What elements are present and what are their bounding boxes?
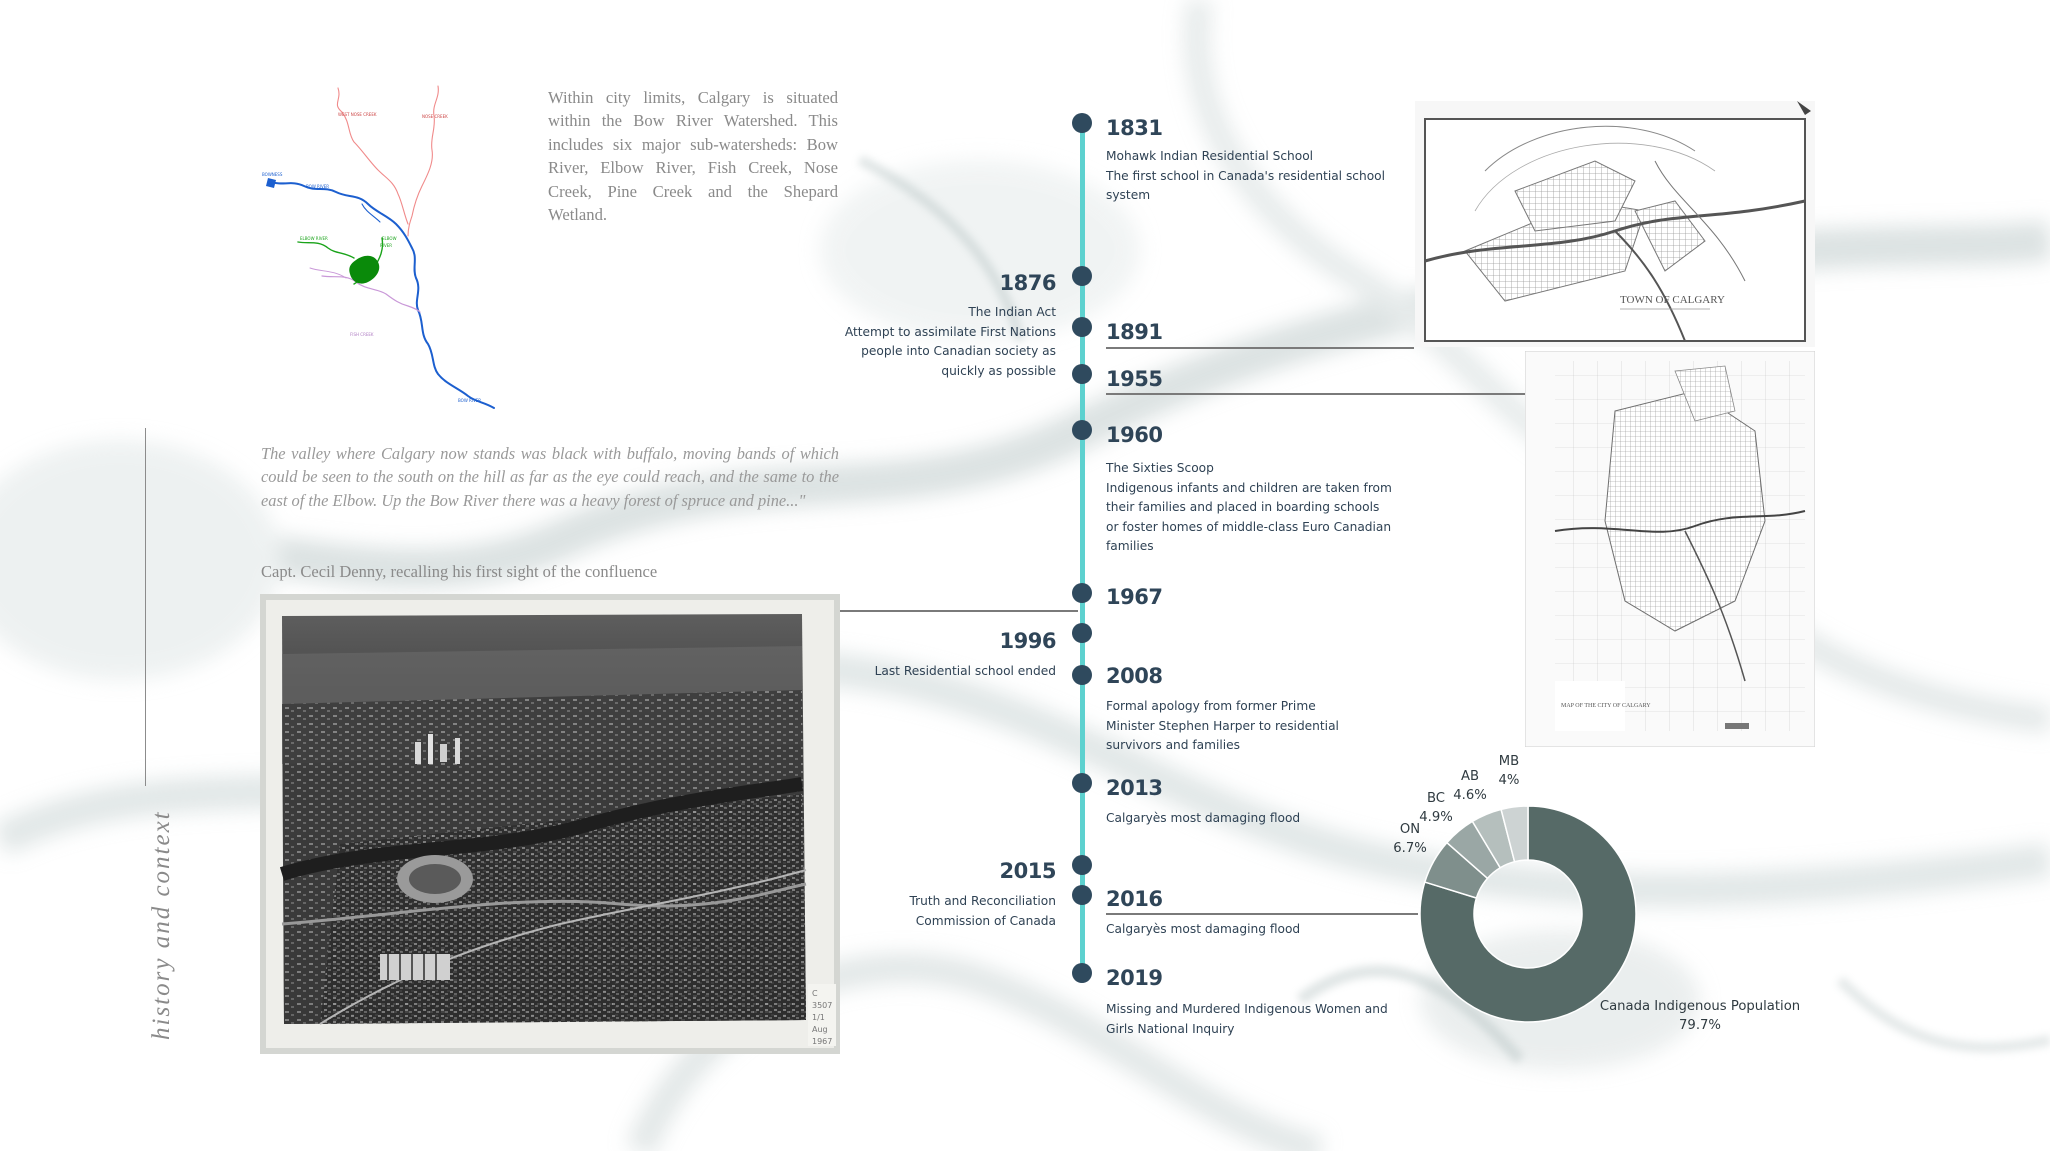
event-1960: [1106, 459, 1392, 557]
donut-label-canada-indigenous-population: Canada Indigenous Population: [1599, 999, 1801, 1014]
indigenous-population-donut-chart: [1360, 740, 1820, 1060]
event-1831-line-1: Mohawk Indian Residential School: [1106, 149, 1314, 163]
timeline-dot-1967: [1072, 583, 1092, 603]
event-2019: [1106, 1000, 1388, 1039]
year-2013: 2013: [1106, 776, 1163, 800]
photo-stamp-1: C: [812, 989, 818, 998]
year-1891: 1891: [1106, 320, 1163, 344]
connector-1955: [1106, 393, 1526, 395]
timeline-dot-2016: [1072, 885, 1092, 905]
photo-stamp-4: Aug: [812, 1025, 828, 1034]
event-2015-line-1: Truth and Reconciliation: [909, 894, 1056, 908]
event-1831-line-3: system: [1106, 188, 1151, 203]
photo-stamp-2: 3507: [812, 1001, 833, 1010]
year-2019: 2019: [1106, 966, 1163, 990]
year-1831: 1831: [1106, 116, 1163, 140]
year-1876: 1876: [999, 271, 1056, 295]
event-1960-line-3: their families and placed in boarding schools: [1106, 500, 1380, 515]
svg-text:ELBOW RIVER: ELBOW RIVER: [300, 236, 328, 241]
event-1876-line-3: people into Canadian society as: [861, 344, 1056, 359]
timeline-dot-1831: [1072, 113, 1092, 133]
city-map-title: MAP OF THE CITY OF CALGARY: [1561, 703, 1651, 709]
event-1831-line-2: The first school in Canada's residential school: [1106, 168, 1386, 183]
watershed-map: [262, 82, 540, 422]
donut-label-mb: MB: [1498, 754, 1520, 769]
svg-text:ELBOW: ELBOW: [382, 236, 397, 241]
svg-text:FISH CREEK: FISH CREEK: [350, 332, 374, 337]
year-2016: 2016: [1106, 887, 1163, 911]
city-of-calgary-map: [1525, 351, 1815, 747]
svg-text:BOW RIVER: BOW RIVER: [458, 398, 482, 403]
timeline-axis: [1080, 122, 1085, 974]
side-divider-line: [145, 428, 146, 786]
timeline-dot-1876: [1072, 266, 1092, 286]
event-2016: [1106, 920, 1300, 940]
event-2008: [1106, 697, 1339, 756]
photo-stamp-5: 1967: [812, 1037, 833, 1046]
timeline-dot-2019: [1072, 963, 1092, 983]
donut-value-canada-indigenous-population: 79.7%: [1679, 1018, 1721, 1033]
year-1967: 1967: [1106, 585, 1163, 609]
year-2008: 2008: [1106, 664, 1163, 688]
donut-label-on: ON: [1399, 822, 1421, 837]
event-2013: [1106, 809, 1300, 829]
timeline-dot-1960: [1072, 420, 1092, 440]
donut-label-ab: AB: [1460, 769, 1480, 784]
event-1996-line-1: Last Residential school ended: [874, 664, 1056, 678]
timeline-dot-2008: [1072, 665, 1092, 685]
timeline-dot-1955: [1072, 364, 1092, 384]
intro-paragraph: Within city limits, Calgary is situated within the Bow River Watershed. This includes six major sub-watersheds: Bow River, Elbow River, Fish Creek, Nose Creek, Pine Creek and the Shepard Wetland.: [548, 88, 838, 225]
event-1996: [776, 662, 1056, 682]
town-map-title: TOWN OF CALGARY: [1620, 294, 1725, 306]
event-2015-line-2: Commission of Canada: [915, 913, 1056, 928]
event-1876-line-4: quickly as possible: [941, 363, 1056, 378]
town-of-calgary-map: [1415, 101, 1815, 347]
svg-text:BOWNESS: BOWNESS: [262, 172, 283, 177]
year-1955: 1955: [1106, 367, 1163, 391]
donut-value-mb: 4%: [1498, 773, 1520, 788]
event-2019-line-1: Missing and Murdered Indigenous Women and: [1106, 1002, 1388, 1016]
year-1960: 1960: [1106, 423, 1163, 447]
event-1960-line-5: families: [1106, 539, 1154, 554]
event-2015: [776, 892, 1056, 931]
section-title: history and context: [148, 810, 175, 1040]
event-1960-line-4: or foster homes of middle-class Euro Canadian: [1106, 519, 1392, 534]
event-1876: [776, 303, 1056, 381]
timeline-dot-2015: [1072, 855, 1092, 875]
svg-text:WEST NOSE CREEK: WEST NOSE CREEK: [338, 112, 377, 117]
event-2013-line-1: Calgaryès most damaging flood: [1106, 811, 1301, 825]
event-2016-line-1: Calgaryès most damaging flood: [1106, 922, 1301, 936]
year-1996: 1996: [999, 629, 1056, 653]
timeline-dot-1891: [1072, 317, 1092, 337]
svg-text:RIVER: RIVER: [380, 243, 393, 248]
aerial-photograph: [260, 594, 840, 1054]
event-1960-line-2: Indigenous infants and children are taken from: [1106, 480, 1392, 495]
event-1831: [1106, 147, 1385, 206]
event-1876-line-1: The Indian Act: [968, 305, 1056, 319]
donut-value-ab: 4.6%: [1453, 788, 1487, 803]
event-2008-line-3: survivors and families: [1106, 738, 1241, 753]
quote-paragraph: The valley where Calgary now stands was black with buffalo, moving bands of which could be seen to the south on the hill as far as the eye could reach, and the same to the east of the Elbow. Up the Bow River there was a heavy forest of spruce and pine...": [261, 444, 839, 510]
year-2015: 2015: [999, 859, 1056, 883]
svg-text:NOSE CREEK: NOSE CREEK: [422, 114, 448, 119]
donut-value-on: 6.7%: [1393, 841, 1427, 856]
event-2008-line-2: Minister Stephen Harper to residential: [1106, 718, 1339, 733]
timeline-dot-1996: [1072, 623, 1092, 643]
quote-attribution: Capt. Cecil Denny, recalling his first sight of the confluence: [261, 562, 658, 581]
donut-value-bc: 4.9%: [1419, 810, 1453, 825]
event-2008-line-1: Formal apology from former Prime: [1106, 699, 1316, 713]
svg-text:BOW RIVER: BOW RIVER: [306, 184, 330, 189]
event-1960-line-1: The Sixties Scoop: [1106, 461, 1214, 475]
connector-1967: [840, 610, 1078, 612]
timeline-dot-2013: [1072, 773, 1092, 793]
connector-1891: [1106, 347, 1414, 349]
photo-stamp-3: 1/1: [812, 1013, 825, 1022]
event-1876-line-2: Attempt to assimilate First Nations: [844, 324, 1056, 339]
event-2019-line-2: Girls National Inquiry: [1106, 1021, 1235, 1036]
donut-label-bc: BC: [1426, 791, 1446, 806]
